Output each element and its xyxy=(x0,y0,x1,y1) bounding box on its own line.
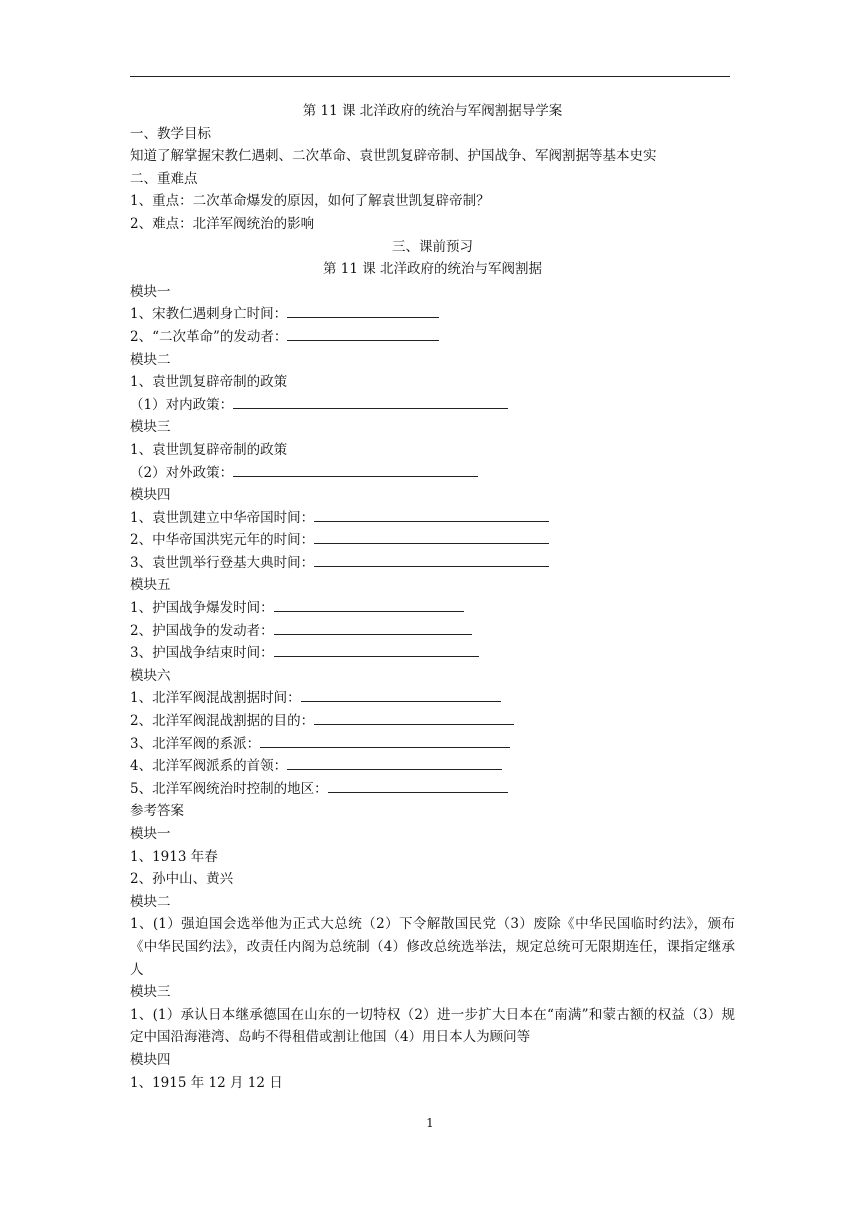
page-number: 1 xyxy=(426,1116,434,1130)
question-line xyxy=(130,326,735,349)
answer-blank[interactable] xyxy=(287,755,502,770)
answer-blank[interactable] xyxy=(287,303,439,318)
answer-blank[interactable] xyxy=(260,733,510,748)
module-heading: 模块三 xyxy=(130,984,171,1001)
answer-blank[interactable] xyxy=(301,687,501,702)
key-point: 1、重点：二次革命爆发的原因，如何了解袁世凯复辟帝制？ xyxy=(130,193,490,210)
module-heading: 模块六 xyxy=(130,667,171,684)
question-text: 1、袁世凯建立中华帝国时间： xyxy=(130,509,315,526)
question-line xyxy=(130,642,735,665)
answer-paragraph: 1、(1）承认日本继承德国在山东的一切特权（2）进一步扩大日本在“南满”和蒙古额的权益（3）规定中国沿海港湾、岛屿不得租借或割让他国（4）用日本人为顾问等 xyxy=(130,1006,735,1046)
answer-text: 2、孙中山、黄兴 xyxy=(130,871,234,888)
difficult-point: 2、难点：北洋军阀统治的影响 xyxy=(130,215,315,232)
question-text: 1、袁世凯复辟帝制的政策 xyxy=(130,374,288,391)
answer-paragraph: 1、(1）强迫国会选举他为正式大总统（2）下令解散国民党（3）废除《中华民国临时约法》，颁布《中华民国约法》，改责任内阁为总统制（4）修改总统选举法，规定总统可无限期连任，课指定继承人 xyxy=(130,916,735,978)
question-text: （1）对内政策： xyxy=(130,396,234,413)
module-heading: 模块四 xyxy=(130,1051,171,1068)
module-heading: 模块一 xyxy=(130,826,171,842)
question-line xyxy=(130,710,735,733)
answer-text: 1、1915 年 12 月 12 日 xyxy=(130,1074,283,1091)
answer-text: 1、1913 年春 xyxy=(130,848,218,865)
question-text: 3、袁世凯举行登基大典时间： xyxy=(130,554,315,571)
answer-blank[interactable] xyxy=(233,394,508,409)
answer-blank[interactable] xyxy=(314,552,549,567)
answer-blank[interactable] xyxy=(233,462,478,477)
answer-blank[interactable] xyxy=(314,529,549,544)
document-title: 第 11 课 北洋政府的统治与军阀割据导学案 xyxy=(302,103,563,119)
module-heading: 模块一 xyxy=(130,283,171,300)
question-line xyxy=(130,552,735,575)
answer-blank[interactable] xyxy=(328,778,508,793)
document-body xyxy=(130,100,735,1094)
header-rule xyxy=(130,76,730,77)
section-heading-key-points: 二、重难点 xyxy=(130,170,198,187)
answer-blank[interactable] xyxy=(314,507,549,522)
question-text: 4、北洋军阀派系的首领： xyxy=(130,758,288,775)
question-text: 2、北洋军阀混战割据的目的： xyxy=(130,713,315,730)
question-text: 1、宋教仁遇刺身亡时间： xyxy=(130,306,288,323)
objectives-text: 知道了解掌握宋教仁遇刺、二次革命、袁世凯复辟帝制、护国战争、军阀割据等基本史实 xyxy=(130,148,657,165)
question-line xyxy=(130,733,735,756)
preview-subtitle: 第 11 课 北洋政府的统治与军阀割据 xyxy=(322,261,543,278)
section-heading-preview: 三、课前预习 xyxy=(392,238,473,255)
section-heading-objectives: 一、教学目标 xyxy=(130,125,211,142)
question-text: 3、护国战争结束时间： xyxy=(130,645,274,662)
question-line xyxy=(130,462,735,485)
question-line xyxy=(130,303,735,326)
question-line xyxy=(130,687,735,710)
module-heading: 模块三 xyxy=(130,419,171,436)
question-line xyxy=(130,394,735,417)
answer-blank[interactable] xyxy=(314,710,514,725)
question-text: 1、护国战争爆发时间： xyxy=(130,600,274,617)
question-line xyxy=(130,507,735,530)
module-heading: 模块五 xyxy=(130,577,171,594)
module-heading: 模块四 xyxy=(130,487,171,504)
question-text: 2、中华帝国洪宪元年的时间： xyxy=(130,532,315,549)
answer-blank[interactable] xyxy=(287,326,439,341)
question-line xyxy=(130,755,735,778)
question-text: 2、护国战争的发动者： xyxy=(130,622,274,639)
answer-blank[interactable] xyxy=(274,620,472,635)
answer-blank[interactable] xyxy=(274,642,479,657)
question-text: 5、北洋军阀统治时控制的地区： xyxy=(130,780,328,797)
question-text: 2、“二次革命”的发动者： xyxy=(130,328,288,345)
question-text: 3、北洋军阀的系派： xyxy=(130,735,261,752)
question-line xyxy=(130,620,735,643)
module-heading: 模块二 xyxy=(130,893,171,910)
module-heading: 模块二 xyxy=(130,351,171,368)
question-text: 1、北洋军阀混战割据时间： xyxy=(130,690,301,707)
answer-blank[interactable] xyxy=(274,597,464,612)
question-line xyxy=(130,597,735,620)
answers-heading: 参考答案 xyxy=(130,803,184,820)
question-line xyxy=(130,529,735,552)
question-line xyxy=(130,778,735,801)
question-text: （2）对外政策： xyxy=(130,464,234,481)
question-text: 1、袁世凯复辟帝制的政策 xyxy=(130,441,288,458)
